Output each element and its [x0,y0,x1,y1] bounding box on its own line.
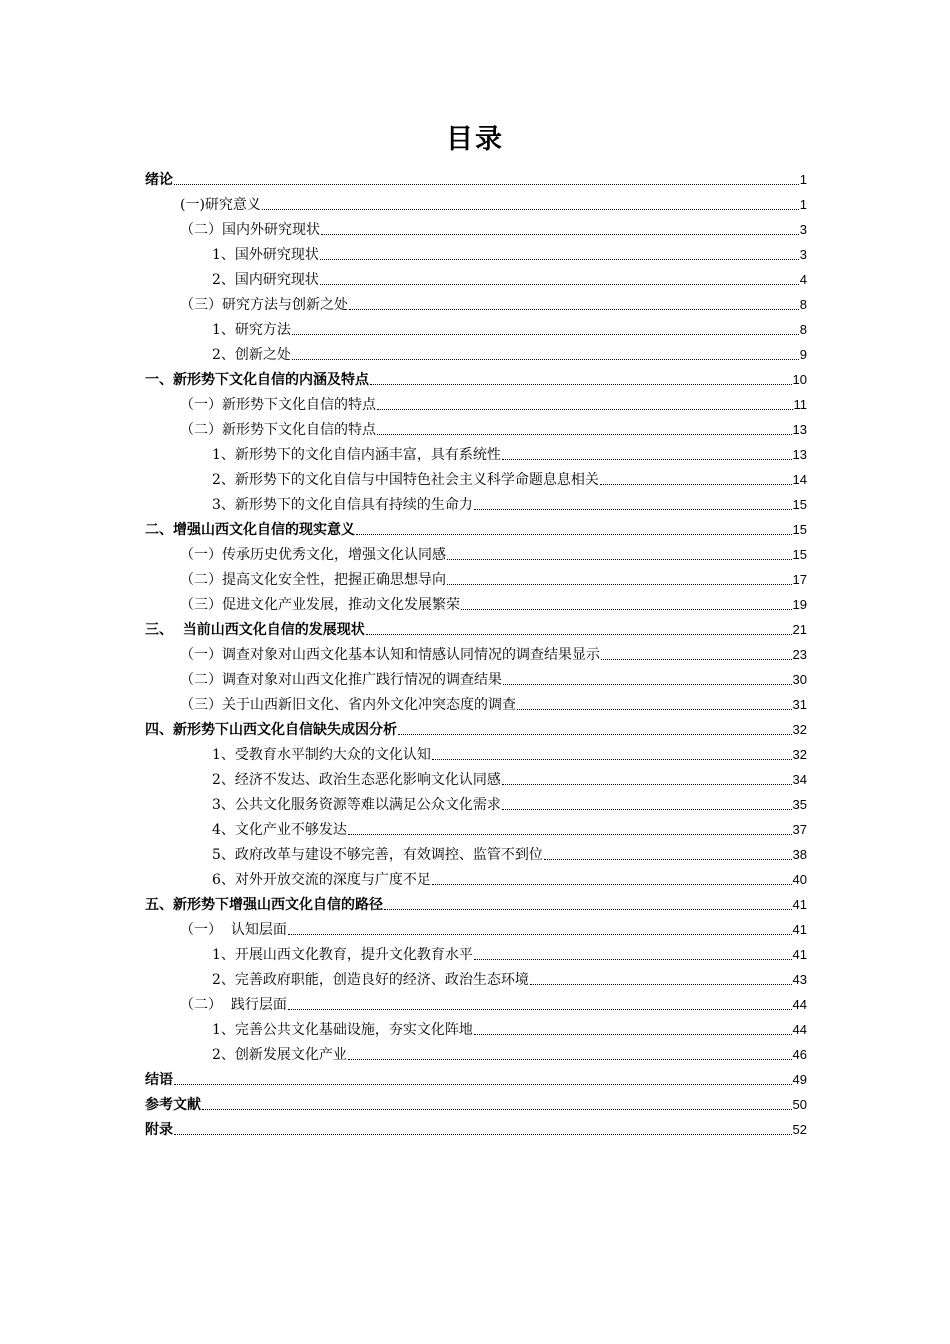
dot-leader [377,408,793,410]
toc-entry-title: 2、创新之处 [212,347,291,363]
toc-entry[interactable] [212,1015,807,1039]
dot-leader [320,283,799,285]
dot-leader [262,208,799,210]
toc-entry[interactable] [212,765,807,789]
toc-entry-page: 15 [792,547,807,562]
toc-entry-title: 1、受教育水平制约大众的文化认知 [212,747,431,763]
dot-leader [292,333,799,335]
toc-entry[interactable] [212,965,807,989]
toc-entry[interactable] [180,590,807,614]
toc-entry-page: 23 [792,647,807,662]
dot-leader [502,808,792,810]
toc-entry-page: 10 [792,372,807,387]
toc-entry-title: 5、政府改革与建设不够完善，有效调控、监管不到位 [212,847,543,863]
toc-entry[interactable] [145,165,807,189]
toc-entry-page: 30 [792,672,807,687]
toc-entry-title: 三、 当前山西文化自信的发展现状 [145,622,365,638]
dot-leader [174,1083,792,1085]
dot-leader [370,383,792,385]
toc-entry[interactable] [180,540,807,564]
toc-entry[interactable] [180,915,807,939]
toc-entry-title: （三）研究方法与创新之处 [180,297,348,313]
dot-leader [474,1033,792,1035]
dot-leader [202,1108,792,1110]
toc-entry[interactable] [212,490,807,514]
dot-leader [356,533,792,535]
toc-entry-title: 2、完善政府职能，创造良好的经济、政治生态环境 [212,972,529,988]
toc-entry-page: 11 [793,397,807,412]
toc-entry-page: 9 [799,347,807,362]
toc-entry[interactable] [145,1115,807,1139]
toc-entry-title: （二）调查对象对山西文化推广践行情况的调查结果 [180,672,502,688]
dot-leader [461,608,792,610]
toc-entry-page: 8 [799,322,807,337]
toc-entry-page: 40 [792,872,807,887]
toc-entry-title: 参考文献 [145,1097,201,1113]
toc-entry-page: 34 [792,772,807,787]
toc-entry[interactable] [180,415,807,439]
toc-entry-page: 1 [799,197,807,212]
toc-entry-page: 14 [792,472,807,487]
toc-entry-title: 绪论 [145,172,173,188]
toc-entry-page: 15 [792,497,807,512]
toc-entry[interactable] [180,390,807,414]
toc-entry-title: （一）新形势下文化自信的特点 [180,397,376,413]
dot-leader [502,458,792,460]
dot-leader [384,908,792,910]
toc-entry-title: （二）提高文化安全性，把握正确思想导向 [180,572,446,588]
toc-entry-title: 2、创新发展文化产业 [212,1047,347,1063]
toc-entry-title: 1、新形势下的文化自信内涵丰富，具有系统性 [212,447,501,463]
toc-entry-title: 1、开展山西文化教育，提升文化教育水平 [212,947,473,963]
toc-entry[interactable] [212,840,807,864]
toc-entry[interactable] [145,365,807,389]
toc-entry-title: 3、公共文化服务资源等难以满足公众文化需求 [212,797,501,813]
toc-entry-page: 46 [792,1047,807,1062]
dot-leader [174,1133,792,1135]
toc-entry[interactable] [180,690,807,714]
dot-leader [503,683,792,685]
toc-entry-page: 4 [799,272,807,287]
toc-entry[interactable] [180,190,807,214]
dot-leader [432,758,792,760]
toc-entry-title: 4、文化产业不够发达 [212,822,347,838]
dot-leader [292,358,799,360]
toc-entry-page: 32 [792,722,807,737]
toc-entry[interactable] [180,665,807,689]
toc-entry-page: 43 [792,972,807,987]
toc-entry[interactable] [212,240,807,264]
dot-leader [474,508,792,510]
dot-leader [320,258,799,260]
toc-entry-title: 五、新形势下增强山西文化自信的路径 [145,897,383,913]
toc-entry-title: 3、新形势下的文化自信具有持续的生命力 [212,497,473,513]
dot-leader [447,583,792,585]
dot-leader [288,1008,792,1010]
toc-entry[interactable] [145,715,807,739]
dot-leader [174,183,799,185]
toc-entry[interactable] [145,515,807,539]
toc-entry-page: 52 [792,1122,807,1137]
toc-entry[interactable] [212,940,807,964]
toc-entry-title: 2、国内研究现状 [212,272,319,288]
toc-entry-title: （三）促进文化产业发展，推动文化发展繁荣 [180,597,460,613]
toc-entry[interactable] [212,440,807,464]
toc-entry-title: 四、新形势下山西文化自信缺失成因分析 [145,722,397,738]
toc-entry-title: （二） 践行层面 [180,997,287,1013]
toc-entry-title: （一） 认知层面 [180,922,287,938]
dot-leader [502,783,792,785]
dot-leader [544,858,792,860]
toc-entry-title: 1、完善公共文化基础设施，夯实文化阵地 [212,1022,473,1038]
dot-leader [447,558,792,560]
toc-entry[interactable] [212,790,807,814]
page-title: 目录 [446,124,504,155]
toc-entry-page: 37 [792,822,807,837]
toc-entry[interactable] [212,1040,807,1064]
toc-entry-page: 3 [799,247,807,262]
toc-entry-page: 3 [799,222,807,237]
toc-entry-title: 2、新形势下的文化自信与中国特色社会主义科学命题息息相关 [212,472,599,488]
toc-entry-title: 附录 [145,1122,173,1138]
dot-leader [321,233,799,235]
toc-entry[interactable] [212,265,807,289]
dot-leader [377,433,792,435]
toc-entry-page: 13 [792,447,807,462]
dot-leader [398,733,792,735]
dot-leader [474,958,792,960]
dot-leader [517,708,792,710]
toc-entry[interactable] [212,865,807,889]
toc-entry-page: 13 [792,422,807,437]
toc-entry[interactable] [212,465,807,489]
toc-entry-page: 19 [792,597,807,612]
toc-entry[interactable] [180,565,807,589]
toc-entry-title: （三）关于山西新旧文化、省内外文化冲突态度的调查 [180,697,516,713]
toc-entry-title: 6、对外开放交流的深度与广度不足 [212,872,431,888]
toc-entry-title: (一)研究意义 [180,197,261,213]
toc-entry-page: 50 [792,1097,807,1112]
toc-entry-title: （一）传承历史优秀文化，增强文化认同感 [180,547,446,563]
toc-entry[interactable] [212,740,807,764]
toc-entry-page: 41 [792,897,807,912]
dot-leader [348,1058,792,1060]
toc-entry[interactable] [145,890,807,914]
toc-entry-title: 1、研究方法 [212,322,291,338]
toc-entry-page: 41 [792,947,807,962]
toc-entry[interactable] [212,315,807,339]
toc-entry-title: 二、增强山西文化自信的现实意义 [145,522,355,538]
dot-leader [600,483,792,485]
dot-leader [288,933,792,935]
toc-entry-title: 2、经济不发达、政治生态恶化影响文化认同感 [212,772,501,788]
toc-entry-title: （二）新形势下文化自信的特点 [180,422,376,438]
dot-leader [366,633,792,635]
dot-leader [530,983,792,985]
toc-entry[interactable] [212,815,807,839]
toc-entry[interactable] [145,1090,807,1114]
dot-leader [432,883,792,885]
toc-entry[interactable] [180,290,807,314]
toc-entry[interactable] [145,615,807,639]
toc-entry[interactable] [180,640,807,664]
toc-entry-title: 1、国外研究现状 [212,247,319,263]
toc-entry-page: 8 [799,297,807,312]
toc-entry-page: 17 [792,572,807,587]
toc-entry-page: 32 [792,747,807,762]
toc-entry[interactable] [180,215,807,239]
toc-entry-title: 一、新形势下文化自信的内涵及特点 [145,372,369,388]
toc-entry-page: 44 [792,997,807,1012]
dot-leader [601,658,792,660]
toc-entry-title: （一）调查对象对山西文化基本认知和情感认同情况的调查结果显示 [180,647,600,663]
toc-entry-page: 31 [792,697,807,712]
toc-entry[interactable] [212,340,807,364]
toc-entry-page: 44 [792,1022,807,1037]
toc-entry[interactable] [180,990,807,1014]
toc-entry-page: 21 [792,622,807,637]
toc-entry-page: 35 [792,797,807,812]
toc-entry-page: 49 [792,1072,807,1087]
dot-leader [348,833,792,835]
toc-entry-page: 41 [792,922,807,937]
toc-entry[interactable] [145,1065,807,1089]
toc-entry-page: 15 [792,522,807,537]
toc-entry-title: （二）国内外研究现状 [180,222,320,238]
dot-leader [349,308,799,310]
toc-entry-page: 38 [792,847,807,862]
toc-entry-title: 结语 [145,1072,173,1088]
toc-entry-page: 1 [799,172,807,187]
